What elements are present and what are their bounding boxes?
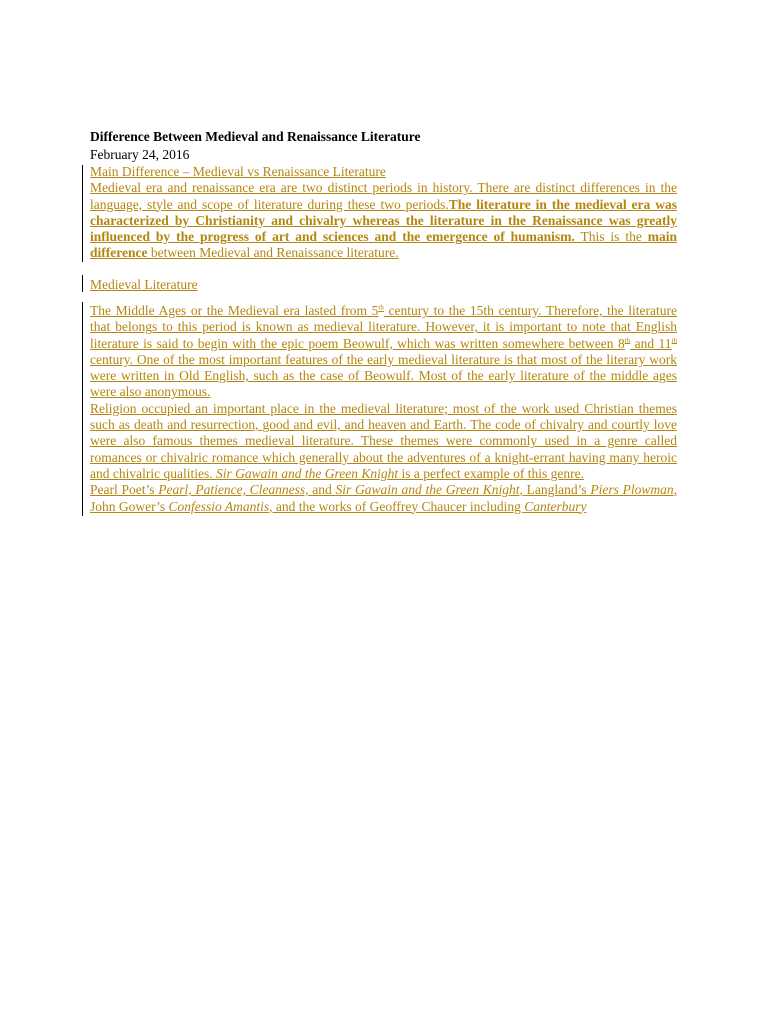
intro-section (90, 164, 677, 262)
change-bar (82, 165, 83, 262)
paragraph-middle-ages: The Middle Ages or the Medieval era lasted from 5th century to the 15th century. Therefore, the literature that belongs to this period is known as medieval literature. However, it is important to note that English literature is said to begin with the epic poem Beowulf, which was written somewhere between 8th and 11th century. One of the most important features of the early medieval literature is that most of the literary work were written in Old English, such as the case of Beowulf. Most of the early literature of the middle ages were also anonymous. (90, 303, 677, 400)
intro-paragraph: Medieval era and renaissance era are two distinct periods in history. There are distinct differences in the language, style and scope of literature during these two periods.The literature in the medieval era was characterized by Christianity and chivalry whereas the literature in the Renaissance was greatly influenced by the progress of art and sciences and the emergence of humanism. This is the main difference between Medieval and Renaissance literature. (90, 180, 677, 261)
medieval-body (90, 303, 677, 515)
change-bar (82, 275, 83, 292)
paragraph-religion: Religion occupied an important place in the medieval literature; most of the work used Christian themes such as death and resurrection, good and evil, and heaven and Earth. The code of chivalry and courtly love were also famous themes medieval literature. These themes were commonly used in a genre called romances or chivalric romance which generally about the adventures of a knight-errant having many heroic and chivalric qualities. Sir Gawain and the Green Knight is a perfect example of this genre. (90, 400, 677, 481)
medieval-literature-heading: Medieval Literature (90, 277, 198, 292)
change-bar (82, 302, 83, 516)
medieval-heading-block (90, 277, 677, 293)
main-difference-heading: Main Difference – Medieval vs Renaissance Literature (90, 164, 386, 179)
document-title: Difference Between Medieval and Renaissance Literature (90, 129, 421, 144)
paragraph-works: Pearl Poet’s Pearl, Patience, Cleanness, and Sir Gawain and the Green Knight, Langland’s Piers Plowman, John Gower’s Confessio Amantis, and the works of Geoffrey Chaucer including Canterbury (90, 482, 677, 514)
document-date: February 24, 2016 (90, 147, 190, 162)
